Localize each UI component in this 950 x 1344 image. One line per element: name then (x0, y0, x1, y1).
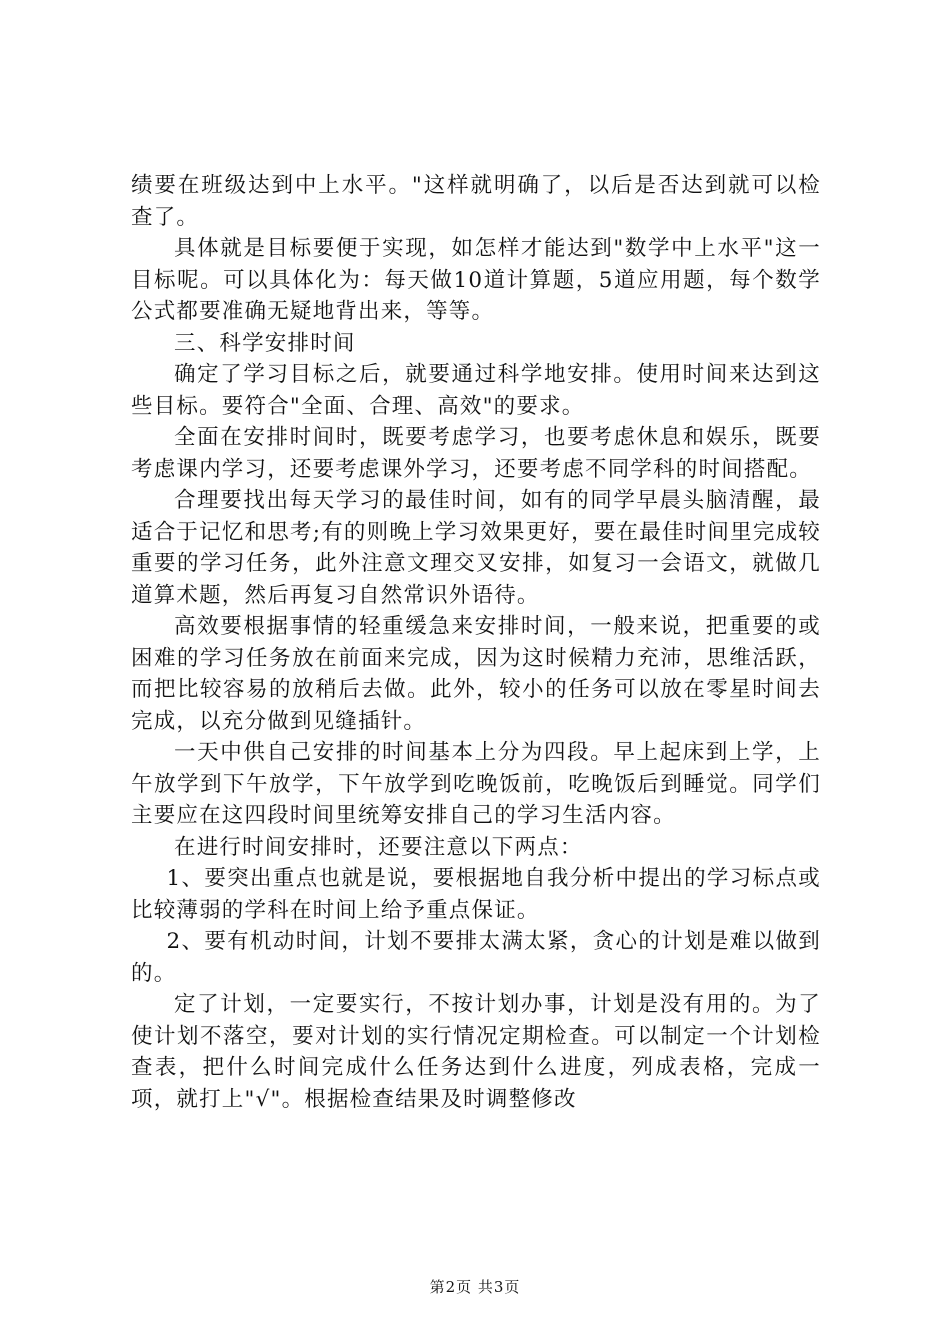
paragraph-four-periods: 一天中供自己安排的时间基本上分为四段。早上起床到上学，上午放学到下午放学，下午放学到吃晚饭前，吃晚饭后到睡觉。同学们主要应在这四段时间里统筹安排自己的学习生活内容。 (131, 740, 821, 828)
page-number-footer: 第2页 共3页 (429, 1278, 521, 1296)
list-item-flexible-time: 2、要有机动时间，计划不要排太满太紧，贪心的计划是难以做到的。 (131, 929, 821, 986)
paragraph-execute-plan: 定了计划，一定要实行，不按计划办事，计划是没有用的。为了使计划不落空，要对计划的实行情况定期检查。可以制定一个计划检查表，把什么时间完成什么任务达到什么进度，列成表格，完成一项，就打上"√"。根据检查结果及时调整修改 (131, 992, 821, 1112)
section-heading-schedule-time: 三、科学安排时间 (174, 330, 356, 356)
paragraph-concrete-goal: 具体就是目标要便于实现，如怎样才能达到"数学中上水平"这一目标呢。可以具体化为：每天做10道计算题，5道应用题，每个数学公式都要准确无疑地背出来，等等。 (131, 236, 821, 324)
document-body (131, 170, 821, 1115)
paragraph-efficient: 高效要根据事情的轻重缓急来安排时间，一般来说，把重要的或困难的学习任务放在前面来完成，因为这时候精力充沛，思维活跃，而把比较容易的放稍后去做。此外，较小的任务可以放在零星时间去完成，以充分做到见缝插针。 (131, 614, 821, 734)
paragraph-two-points-intro: 在进行时间安排时，还要注意以下两点： (174, 834, 583, 860)
list-item-focus-priority: 1、要突出重点也就是说，要根据地自我分析中提出的学习标点或比较薄弱的学科在时间上给予重点保证。 (131, 866, 821, 923)
paragraph-comprehensive: 全面在安排时间时，既要考虑学习，也要考虑休息和娱乐，既要考虑课内学习，还要考虑课外学习，还要考虑不同学科的时间搭配。 (131, 425, 821, 482)
paragraph-schedule-intro: 确定了学习目标之后，就要通过科学地安排。使用时间来达到这些目标。要符合"全面、合理、高效"的要求。 (131, 362, 821, 419)
paragraph-reasonable: 合理要找出每天学习的最佳时间，如有的同学早晨头脑清醒，最适合于记忆和思考;有的则晚上学习效果更好，要在最佳时间里完成较重要的学习任务，此外注意文理交叉安排，如复习一会语文，就做几道算术题，然后再复习自然常识外语待。 (131, 488, 821, 608)
paragraph-goal-check: 绩要在班级达到中上水平。"这样就明确了，以后是否达到就可以检查了。 (131, 173, 821, 230)
